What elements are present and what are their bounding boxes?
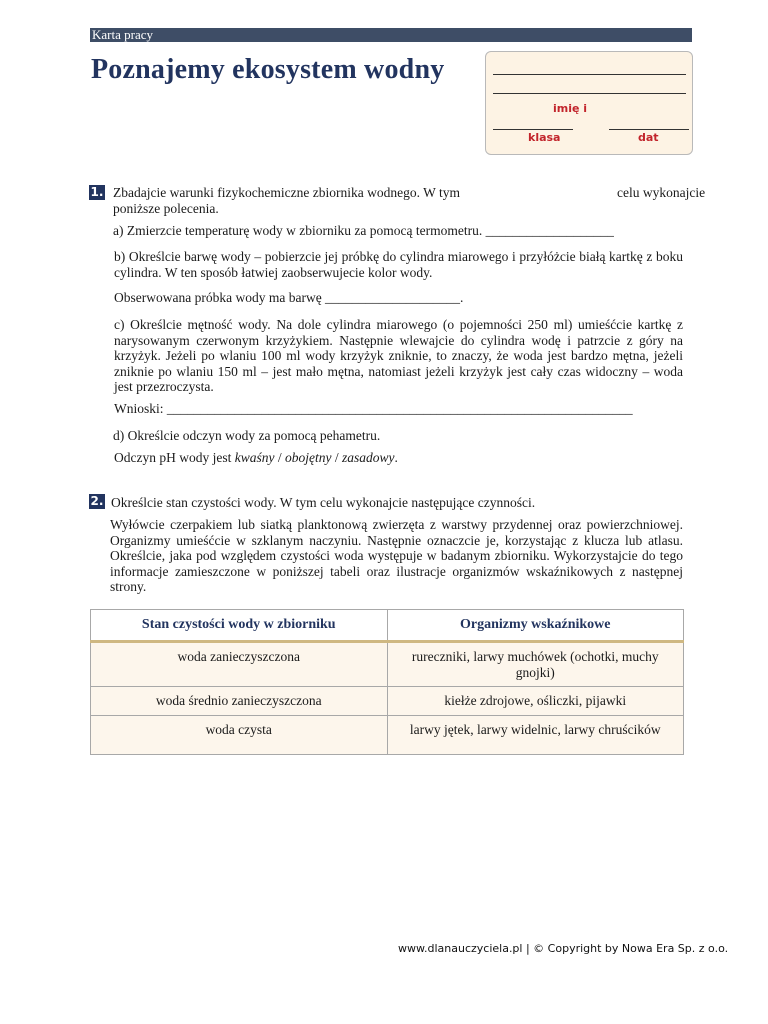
copyright-footer: www.dlanauczyciela.pl | © Copyright by Nowa Era Sp. z o.o. — [398, 942, 729, 955]
ph-result — [114, 450, 398, 466]
table-header-row — [91, 610, 684, 642]
water-state-cell: woda czysta — [91, 716, 388, 755]
page-title: Poznajemy ekosystem wodny — [91, 54, 445, 85]
task-2-number: 2. — [90, 494, 104, 508]
task-1-number: 1. — [90, 185, 104, 199]
ph-prefix: Odczyn pH wody jest — [114, 450, 235, 465]
task-1-intro: Zbadajcie warunki fizykochemiczne zbiornika wodnego. W tym — [113, 185, 461, 200]
ph-separator: / — [331, 450, 343, 465]
ph-separator: / — [274, 450, 285, 465]
ph-neutral: obojętny — [285, 450, 332, 465]
date-line — [609, 129, 689, 130]
task-1a: a) Zmierzcie temperaturę wody w zbiorniku za pomocą termometru. ___________________ — [113, 223, 614, 238]
ph-end: . — [394, 450, 398, 465]
water-colour-line: Obserwowana próbka wody ma barwę ____________________. — [114, 290, 464, 305]
student-info-box — [485, 51, 693, 155]
ph-basic: zasadowy — [342, 450, 395, 465]
task-2-intro: Określcie stan czystości wody. W tym celu wykonajcie następujące czynności. — [111, 495, 536, 510]
task-1-intro-end: celu wykonajcie — [617, 185, 706, 200]
task-1c: c) Określcie mętność wody. Na dole cylindra miarowego (o pojemności 250 ml) umieśćcie kartkę z narysowanym czerwonym krzyżykiem. Następnie wlewajcie do cylindra wodę i patrzcie z góry na krzyżyk. Jeżeli po wlaniu 100 ml wody krzyżyk zniknie, to znaczy, że woda jest bardzo mętna, jeżeli zniknie po wlaniu 150 ml – jest mało mętna, natomiast jeżeli krzyżyk jest cały czas widoczny – woda jest przezroczysta. — [114, 317, 683, 394]
name-label: imię i — [553, 102, 588, 115]
indicator-organisms-table — [90, 609, 684, 755]
date-label: dat — [638, 131, 659, 144]
task-1b: b) Określcie barwę wody – pobierzcie jej próbkę do cylindra miarowego i przyłóżcie białą kartkę z boku cylindra. W ten sposób łatwiej zaobserwujecie kolor wody. — [114, 249, 683, 280]
conclusions-line: Wnioski: _____________________________________________________________________ — [114, 401, 633, 416]
table-row — [91, 642, 684, 687]
water-state-cell: woda średnio zanieczyszczona — [91, 687, 388, 716]
organisms-cell: larwy jętek, larwy widelnic, larwy chruścików — [387, 716, 684, 755]
organisms-cell: kiełże zdrojowe, ośliczki, pijawki — [387, 687, 684, 716]
task-2-body: Wyłówcie czerpakiem lub siatką planktonową zwierzęta z warstwy przydennej oraz powierzchniowej. Organizmy umieśćcie w szklanym naczyniu. Następnie oznaczcie je, korzystając z klucza lub atlasu. Określcie, jaka pod względem czystości woda występuje w badanym zbiorniku. Wykorzystajcie do tego informacje zamieszczone w poniższej tabeli oraz ilustracje organizmów wskaźnikowych z następnej strony. — [110, 517, 683, 594]
ph-acidic: kwaśny — [234, 450, 275, 465]
worksheet-label-bar — [90, 28, 692, 42]
task-1d: d) Określcie odczyn wody za pomocą pehametru. — [113, 428, 381, 443]
table-row — [91, 687, 684, 716]
column-header: Organizmy wskaźnikowe — [387, 610, 684, 642]
class-label: klasa — [528, 131, 561, 144]
task-1-intro-cont: poniższe polecenia. — [113, 201, 219, 216]
worksheet-label: Karta pracy — [92, 27, 153, 42]
table-row — [91, 716, 684, 755]
name-line-2 — [493, 93, 686, 94]
name-line-1 — [493, 74, 686, 75]
class-line — [493, 129, 573, 130]
column-header: Stan czystości wody w zbiorniku — [91, 610, 388, 642]
water-state-cell: woda zanieczyszczona — [91, 642, 388, 687]
organisms-cell: rureczniki, larwy muchówek (ochotki, muchy gnojki) — [387, 642, 684, 687]
